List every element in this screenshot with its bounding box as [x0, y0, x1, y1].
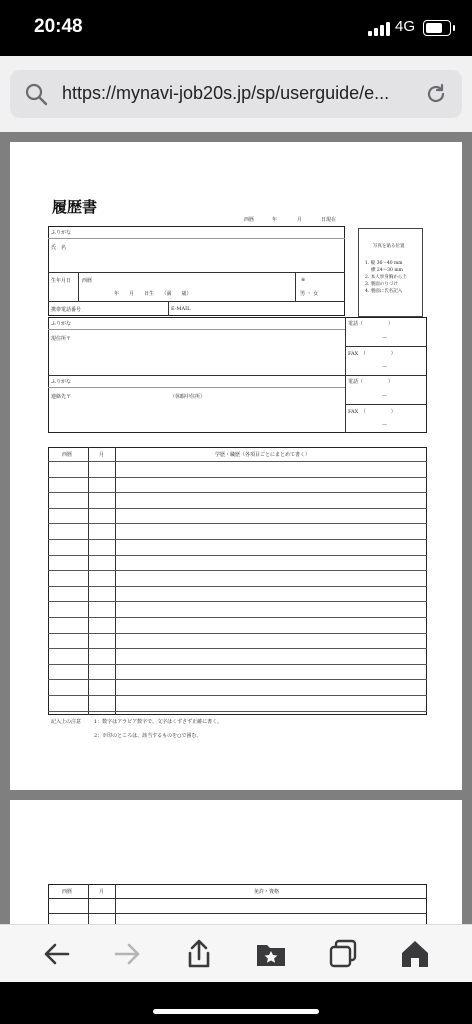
birth-label: 生年月日 — [51, 278, 72, 284]
history-year-header: 西暦 — [62, 452, 73, 458]
history-row-line — [48, 586, 427, 587]
tabs-icon[interactable] — [326, 937, 360, 971]
browser-address-area — [0, 56, 472, 132]
home-icon[interactable] — [398, 937, 432, 971]
birth-era: 西暦 — [82, 278, 93, 284]
history-row-line — [48, 711, 427, 712]
history-row-line — [48, 648, 427, 649]
phone-dash: — — [382, 335, 387, 341]
phone-label: 電話（ ） — [348, 321, 394, 327]
photo-line-1: 1. 縦 36〜40 mm — [365, 261, 403, 266]
history-row-line — [48, 617, 427, 618]
history-row-line — [48, 664, 427, 665]
photo-line-2: 横 24〜30 mm — [371, 268, 403, 273]
personal-info-box — [48, 226, 345, 316]
reload-icon[interactable] — [424, 82, 448, 106]
status-bar — [0, 0, 472, 56]
address-label: 現住所〒 — [51, 336, 72, 342]
history-row-line — [48, 570, 427, 571]
resume-title: 履歴書 — [52, 198, 98, 216]
mobile-label: 携帯電話番号 — [51, 307, 82, 313]
fax-label: FAX （ ） — [348, 351, 396, 357]
notes-lead: 記入上の注意 — [51, 719, 82, 725]
history-row-line — [48, 508, 427, 509]
email-label: E-MAIL — [171, 306, 191, 312]
forward-arrow-icon[interactable] — [110, 937, 144, 971]
history-row-line — [48, 679, 427, 680]
sex-mark: ※ — [301, 277, 306, 283]
sex-options: 男 ・ 女 — [300, 291, 319, 297]
photo-line-3: 2. 本人単身胸から上 — [365, 275, 407, 280]
address-furigana: ふりがな — [51, 321, 72, 327]
history-row-line — [48, 633, 427, 634]
date-era: 西暦 — [244, 217, 255, 223]
date-day: 日現在 — [321, 217, 337, 223]
history-table — [48, 447, 427, 715]
history-row-line — [48, 461, 427, 462]
address-bar[interactable] — [10, 70, 462, 118]
history-row-line — [48, 477, 427, 478]
bookmark-folder-icon[interactable] — [254, 937, 288, 971]
birth-line: 年 月 日生 （満 歳） — [114, 291, 192, 297]
photo-line-5: 4. 裏面に氏名記入 — [365, 289, 403, 294]
resume-page-2 — [10, 800, 462, 924]
license-table — [48, 884, 427, 924]
contact-phone-dash: — — [382, 393, 387, 399]
signal-icon — [368, 20, 390, 36]
history-row-line — [48, 601, 427, 602]
license-month-header: 月 — [99, 889, 105, 895]
browser-toolbar — [0, 924, 472, 983]
date-month: 月 — [297, 217, 303, 223]
history-row-line — [48, 539, 427, 540]
history-content-header: 学歴・職歴（各項目ごとにまとめて書く） — [215, 452, 311, 458]
license-content-header: 免許・資格 — [254, 889, 280, 895]
date-year: 年 — [272, 217, 278, 223]
note-1: 1：数字はアラビア数字で、文字はくずさず正確に書く。 — [94, 719, 222, 725]
back-arrow-icon[interactable] — [40, 937, 74, 971]
search-icon — [24, 82, 48, 106]
share-icon[interactable] — [182, 937, 216, 971]
photo-placeholder — [358, 228, 423, 317]
license-year-header: 西暦 — [62, 889, 73, 895]
history-row-line — [48, 695, 427, 696]
contact-phone-label: 電話（ ） — [348, 379, 394, 385]
home-indicator-area — [0, 982, 472, 1024]
history-month-header: 月 — [99, 452, 105, 458]
name-label: 氏 名 — [51, 245, 67, 251]
contact-fax-dash: — — [382, 422, 387, 428]
contact-fax-label: FAX （ ） — [348, 409, 396, 415]
history-row-line — [48, 492, 427, 493]
home-indicator[interactable] — [153, 1009, 319, 1014]
url-text[interactable]: https://mynavi-job20s.jp/sp/userguide/e... — [62, 83, 390, 103]
contact-furigana: ふりがな — [51, 379, 72, 385]
status-time: 20:48 — [34, 16, 83, 37]
furigana-label: ふりがな — [51, 230, 72, 236]
network-type: 4G — [395, 18, 416, 35]
contact-label: 連絡先〒 — [51, 394, 72, 400]
battery-icon — [423, 20, 451, 36]
photo-title: 写真を貼る位置 — [373, 244, 405, 249]
note-2: 2：※印のところは、該当するものを○で囲む。 — [94, 733, 202, 739]
pdf-viewport[interactable] — [0, 132, 472, 924]
contact-note: （休暇中住所） — [170, 394, 206, 400]
history-row-line — [48, 555, 427, 556]
history-row-line — [48, 523, 427, 524]
resume-page-1 — [10, 142, 462, 790]
photo-line-4: 3. 裏面のりづけ — [365, 282, 398, 287]
fax-dash: — — [382, 364, 387, 370]
